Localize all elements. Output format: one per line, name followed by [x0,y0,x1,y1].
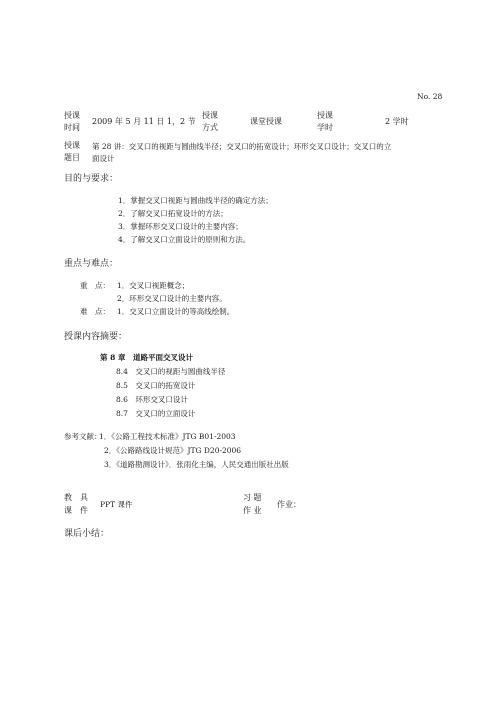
list-item: 1．交叉口视距概念； [117,281,190,290]
list-item: 3．《道路勘测设计》．张雨化主编，人民交通出版社出版 [104,460,289,469]
objectives-heading: 目的与要求： [64,174,119,184]
list-item: 1．交叉口立面设计的等高线绘制。 [117,307,235,316]
list-item: 8.4 交叉口的视距与圆曲线半径 [116,367,226,376]
mode-value: 课堂授课 [250,117,282,126]
list-item: 2．了解交叉口拓宽设计的方法； [118,209,228,218]
list-item: 3．掌握环形交叉口设计的主要内容； [118,222,243,231]
topic-label-2: 题目 [64,153,80,162]
references-label: 参考文献： [64,432,102,441]
exercise-label-2: 作 业 [243,506,262,515]
list-item: 8.6 环形交叉口设计 [116,395,188,404]
tools-value: PPT 课件 [100,500,133,509]
hours-label-2: 学时 [317,123,333,132]
after-class-heading: 课后小结： [64,529,110,539]
hours-value: 2 学时 [385,117,409,126]
list-item: 2．《公路路线设计规范》JTG D20-2006 [104,446,242,455]
page-number: No. 28 [417,92,443,101]
time-value: 2009 年 5 月 11 日 1，2 节 [92,117,196,126]
summary-heading: 授课内容摘要： [64,332,128,342]
exercise-label: 习 题 [243,493,262,502]
list-item: 1．《公路工程技术标准》JTG B01-2003 [99,432,236,441]
hours-label: 授课 [317,111,333,120]
homework-label: 作业： [277,500,301,509]
list-item: 4．了解交叉口立面设计的原则和方法。 [118,235,251,244]
chapter-title: 第 8 章 道路平面交叉设计 [100,353,193,362]
topic-line-2: 面设计 [92,154,115,163]
key-label: 重 点： [80,281,110,290]
key-points-heading: 重点与难点： [64,259,119,269]
tools-label: 教 具 [64,493,88,502]
tools-label-2: 课 件 [64,506,88,515]
list-item: 2．环形交叉口设计的主要内容。 [117,294,227,303]
list-item: 1．掌握交叉口视距与圆曲线半径的确定方法； [118,196,273,205]
list-item: 8.7 交叉口的立面设计 [116,409,196,418]
difficult-label: 难 点： [80,307,110,316]
list-item: 8.5 交叉口的拓宽设计 [116,381,196,390]
mode-label: 授课 [202,111,218,120]
topic-line-1: 第 28 讲：交叉口的视距与圆曲线半径；交叉口的拓宽设计；环形交叉口设计；交叉口的立 [92,142,392,151]
topic-label: 授课 [64,141,80,150]
time-label-2: 时间 [64,123,80,132]
time-label: 授课 [64,111,80,120]
mode-label-2: 方式 [202,123,218,132]
